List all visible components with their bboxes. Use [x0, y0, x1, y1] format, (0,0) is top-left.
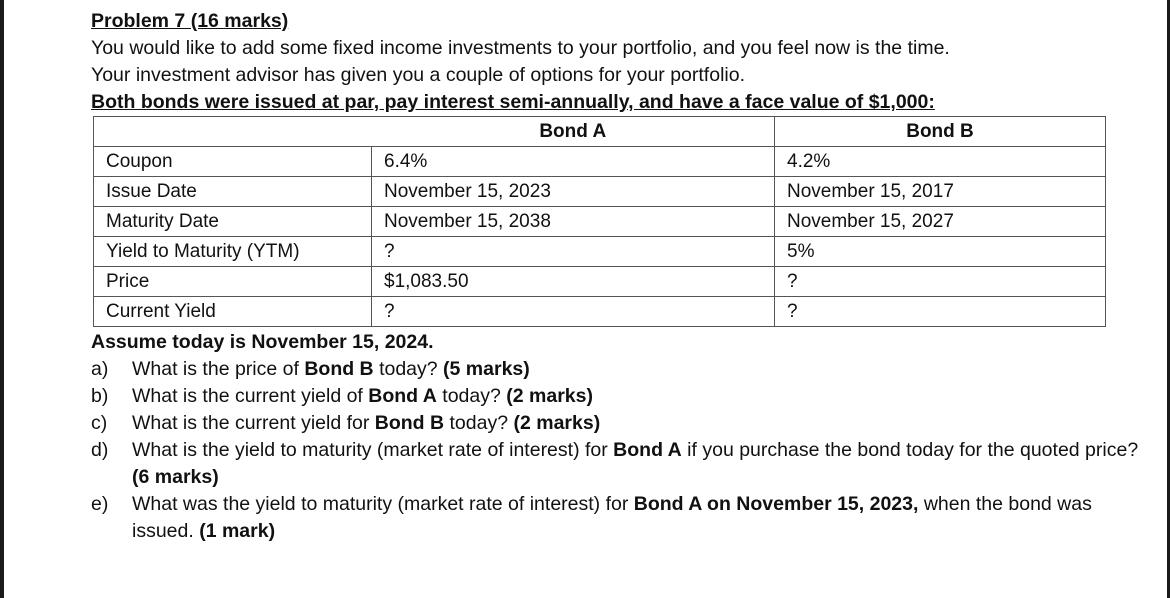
question-bold: Bond B	[374, 412, 445, 434]
bond-b-value: November 15, 2017	[775, 177, 1106, 207]
question-bold: Bond A on November 15, 2023,	[633, 493, 919, 515]
table-row	[94, 177, 1106, 207]
table-header-bond-b: Bond B	[775, 117, 1106, 147]
question-text: today?	[373, 358, 444, 380]
bond-b-value: ?	[775, 297, 1106, 327]
question-text: What is the current yield of	[132, 385, 369, 407]
bond-a-value: November 15, 2023	[372, 177, 775, 207]
table-header-row	[94, 117, 1106, 147]
bond-b-value: ?	[775, 267, 1106, 297]
question-c	[91, 410, 1151, 437]
row-label: Coupon	[94, 147, 372, 177]
question-a	[91, 356, 1151, 383]
left-border	[0, 0, 4, 598]
row-label: Price	[94, 267, 372, 297]
table-header-blank	[94, 117, 372, 147]
table-row	[94, 147, 1106, 177]
question-marks: (6 marks)	[132, 466, 219, 488]
table-row	[94, 207, 1106, 237]
question-b	[91, 383, 1151, 410]
question-bold: Bond A	[368, 385, 437, 407]
table-row	[94, 237, 1106, 267]
question-bold: Bond B	[304, 358, 374, 380]
bond-b-value: November 15, 2027	[775, 207, 1106, 237]
bond-a-value: 6.4%	[372, 147, 775, 177]
question-text: What was the yield to maturity (market rate of interest) for	[132, 493, 634, 515]
question-text: today?	[436, 385, 507, 407]
row-label: Issue Date	[94, 177, 372, 207]
row-label: Yield to Maturity (YTM)	[94, 237, 372, 267]
question-text: today?	[444, 412, 514, 434]
bond-statement: Both bonds were issued at par, pay interest semi-annually, and have a face value of $1,000:	[91, 91, 935, 113]
question-list	[91, 356, 1151, 545]
bond-a-value: ?	[372, 297, 775, 327]
row-label: Maturity Date	[94, 207, 372, 237]
question-marks: (5 marks)	[443, 358, 530, 380]
question-marks: (2 marks)	[506, 385, 593, 407]
question-d	[91, 437, 1151, 491]
question-marker: a)	[91, 358, 109, 380]
question-text: if you purchase the bond today for the quoted price?	[681, 439, 1139, 461]
question-e	[91, 491, 1151, 545]
question-bold: Bond A	[613, 439, 682, 461]
table-row	[94, 267, 1106, 297]
bond-b-value: 4.2%	[775, 147, 1106, 177]
bond-a-value: November 15, 2038	[372, 207, 775, 237]
bond-table	[93, 116, 1106, 327]
bond-a-value: ?	[372, 237, 775, 267]
row-label: Current Yield	[94, 297, 372, 327]
bond-a-value: $1,083.50	[372, 267, 775, 297]
assumption-statement: Assume today is November 15, 2024.	[91, 331, 434, 353]
question-text: What is the price of	[132, 358, 305, 380]
intro-line-1: You would like to add some fixed income investments to your portfolio, and you feel now is the time.	[91, 37, 950, 59]
question-marker: b)	[91, 385, 109, 407]
intro-line-2: Your investment advisor has given you a couple of options for your portfolio.	[91, 64, 745, 86]
question-text: when the bond was issued.	[132, 493, 1092, 542]
bond-b-value: 5%	[775, 237, 1106, 267]
problem-document	[91, 8, 1151, 545]
question-marks: (1 mark)	[199, 520, 276, 542]
question-marker: c)	[91, 412, 108, 434]
question-marker: d)	[91, 439, 109, 461]
question-marker: e)	[91, 493, 109, 515]
table-header-bond-a: Bond A	[372, 117, 775, 147]
question-text: What is the yield to maturity (market rate of interest) for	[132, 439, 614, 461]
question-marks: (2 marks)	[513, 412, 601, 434]
table-row	[94, 297, 1106, 327]
problem-title: Problem 7 (16 marks)	[91, 10, 289, 32]
question-text: What is the current yield for	[132, 412, 375, 434]
